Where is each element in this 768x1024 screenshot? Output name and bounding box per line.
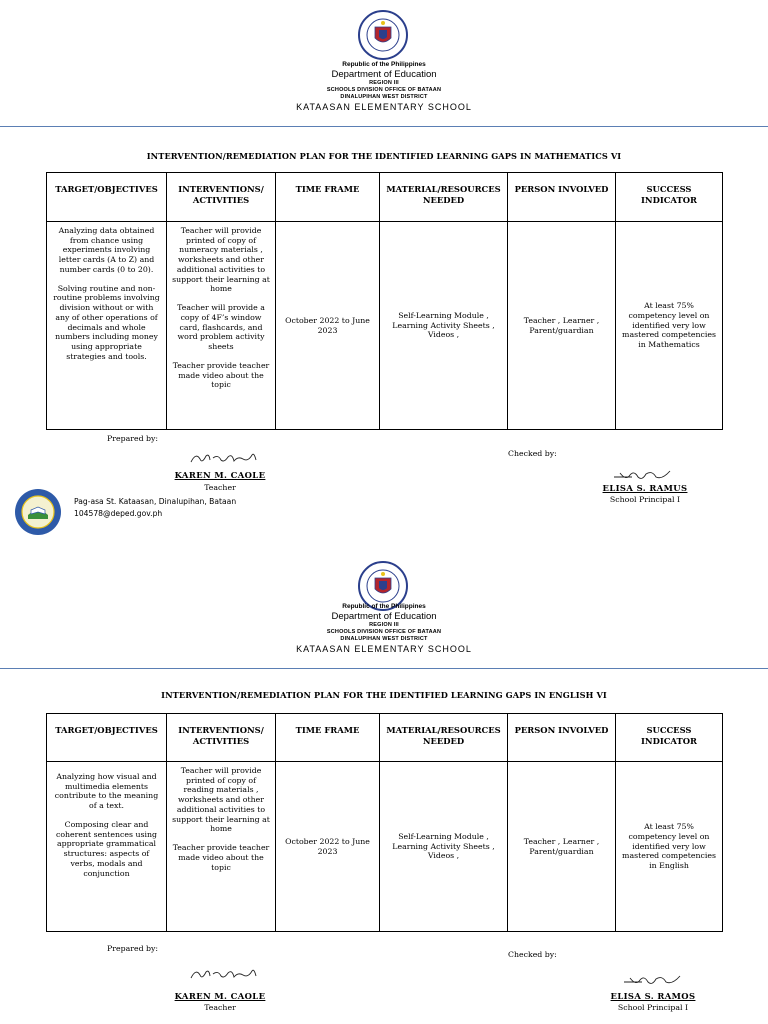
column-header: TARGET/OBJECTIVES <box>47 714 167 762</box>
success-indicator-cell: At least 75% competency level on identified very low mastered competencies in Mathematics <box>616 222 723 430</box>
target-cell <box>47 762 167 932</box>
school-email: 104578@deped.gov.ph <box>74 509 163 518</box>
header-rule <box>0 126 768 127</box>
column-header: PERSON INVOLVED <box>508 173 616 222</box>
preparer-role: Teacher <box>204 1003 236 1012</box>
column-header: MATERIAL/RESOURCES NEEDED <box>380 714 508 762</box>
materials-cell: Self-Learning Module , Learning Activity Sheets , Videos , <box>380 762 508 932</box>
header-region: REGION III <box>369 622 399 628</box>
checker-role: School Principal I <box>617 1003 689 1012</box>
column-header: SUCCESS INDICATOR <box>616 714 723 762</box>
column-header: TARGET/OBJECTIVES <box>47 173 167 222</box>
plan-title: INTERVENTION/REMEDIATION PLAN FOR THE IDENTIFIED LEARNING GAPS IN ENGLISH VI <box>161 690 607 700</box>
person-involved-cell: Teacher , Learner , Parent/guardian <box>508 762 616 932</box>
target-item: Composing clear and coherent sentences using appropriate grammatical structures: aspects of verbs, modals and conjunction <box>55 819 158 878</box>
column-header: INTERVENTIONS/ ACTIVITIES <box>167 714 276 762</box>
checker-name: ELISA S. RAMUS <box>602 483 688 493</box>
plan-table <box>46 713 723 932</box>
column-header: SUCCESS INDICATOR <box>616 173 723 222</box>
interventions-cell <box>167 222 276 430</box>
header-division: SCHOOLS DIVISION OFFICE OF BATAAN <box>326 629 442 635</box>
table-row <box>47 222 723 430</box>
checker-signature <box>622 972 684 988</box>
header-division: SCHOOLS DIVISION OFFICE OF BATAAN <box>326 87 442 93</box>
success-indicator-cell: At least 75% competency level on identified very low mastered competencies in English <box>616 762 723 932</box>
person-involved-cell: Teacher , Learner , Parent/guardian <box>508 222 616 430</box>
checked-by-label: Checked by: <box>508 950 557 959</box>
intervention-item: Teacher will provide a copy of 4F’s window card, flashcards, and word problem activity sheets <box>177 303 265 352</box>
prepared-by-label: Prepared by: <box>107 944 159 953</box>
preparer-name: KAREN M. CAOLE <box>174 991 266 1001</box>
column-header: MATERIAL/RESOURCES NEEDED <box>380 173 508 222</box>
intervention-item: Teacher provide teacher made video about the topic <box>172 360 270 390</box>
header-school: KATAASAN ELEMENTARY SCHOOL <box>296 644 472 654</box>
table-header-row <box>47 173 723 222</box>
intervention-item: Teacher provide teacher made video about the topic <box>172 843 270 872</box>
intervention-item: Teacher will provide printed of copy of numeracy materials , worksheets and other additional activities to support their learning at home <box>172 226 270 294</box>
plan-title: INTERVENTION/REMEDIATION PLAN FOR THE IDENTIFIED LEARNING GAPS IN MATHEMATICS VI <box>146 151 622 161</box>
preparer-role: Teacher <box>204 483 236 492</box>
preparer-name: KAREN M. CAOLE <box>174 470 266 480</box>
header-rule <box>0 668 768 669</box>
preparer-signature <box>188 450 262 466</box>
materials-cell: Self-Learning Module , Learning Activity Sheets , Videos , <box>380 222 508 430</box>
header-district: DINALUPIHAN WEST DISTRICT <box>340 94 428 100</box>
column-header: TIME FRAME <box>276 714 380 762</box>
checker-role: School Principal I <box>609 495 681 504</box>
preparer-signature <box>188 966 262 982</box>
checked-by-label: Checked by: <box>508 449 557 458</box>
checker-signature <box>612 467 674 483</box>
time-frame-cell: October 2022 to June 2023 <box>276 222 380 430</box>
plan-table <box>46 172 723 430</box>
target-item: Solving routine and non-routine problems involving division without or with any of other operations of decimals and whole numbers including money using appropriate strategies and tools. <box>53 283 160 361</box>
intervention-item: Teacher will provide printed of copy of reading materials , worksheets and other additional activities to support their learning at home <box>172 766 270 834</box>
target-item: Analyzing how visual and multimedia elements contribute to the meaning of a text. <box>54 772 159 811</box>
header-republic: Republic of the Philippines <box>342 603 426 610</box>
target-item: Analyzing data obtained from chance using experiments involving letter cards (A to Z) and number cards (0 to 20). <box>58 226 155 274</box>
target-cell <box>47 222 167 430</box>
header-department: Department of Education <box>331 611 437 622</box>
prepared-by-label: Prepared by: <box>107 434 159 443</box>
school-logo-icon <box>14 488 62 536</box>
header-district: DINALUPIHAN WEST DISTRICT <box>340 636 428 642</box>
table-header-row <box>47 714 723 762</box>
school-address: Pag-asa St. Kataasan, Dinalupihan, Bataan <box>74 497 237 506</box>
header-region: REGION III <box>369 80 399 86</box>
plan-page-english <box>0 540 768 1024</box>
interventions-cell <box>167 762 276 932</box>
column-header: TIME FRAME <box>276 173 380 222</box>
checker-name: ELISA S. RAMOS <box>610 991 696 1001</box>
table-row <box>47 762 723 932</box>
header-department: Department of Education <box>331 69 437 80</box>
header-school: KATAASAN ELEMENTARY SCHOOL <box>296 102 472 112</box>
column-header: PERSON INVOLVED <box>508 714 616 762</box>
deped-seal-icon <box>358 10 408 60</box>
column-header: INTERVENTIONS/ ACTIVITIES <box>167 173 276 222</box>
header-republic: Republic of the Philippines <box>342 61 426 68</box>
time-frame-cell: October 2022 to June 2023 <box>276 762 380 932</box>
